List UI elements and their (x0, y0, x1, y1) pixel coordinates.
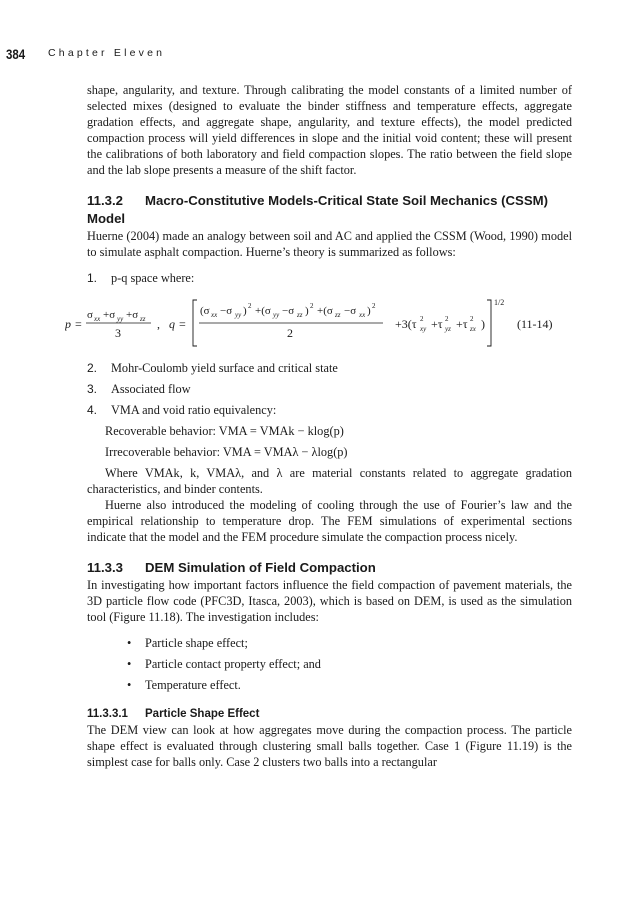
svg-text:σ: σ (87, 309, 93, 321)
section-title: Particle Shape Effect (145, 708, 260, 720)
svg-text:+σ: +σ (103, 309, 116, 321)
section-heading-11-3-2 (87, 192, 572, 228)
svg-text:yy: yy (235, 311, 242, 319)
svg-text:,: , (157, 317, 160, 331)
paragraph-dem-intro: In investigating how important factors influence the field compaction of pavement materials, the 3D particle flow code (PFC3D, Itasca, 2003), which is based on DEM, is used as the simulation tool (Figure 11.18). The investigation includes: (87, 578, 572, 624)
svg-text:+τ: +τ (431, 317, 443, 331)
svg-text:xx: xx (94, 315, 101, 323)
svg-text:−σ: −σ (220, 305, 233, 317)
svg-text:2: 2 (445, 315, 449, 323)
svg-text:3: 3 (115, 326, 121, 340)
section-title: Macro-Constitutive Models-Critical State Soil Mechanics (CSSM) Model (87, 193, 549, 226)
svg-text:−σ: −σ (282, 305, 295, 317)
list-item (87, 358, 572, 379)
list-item (87, 379, 572, 400)
paragraph-huerne-intro: Huerne (2004) made an analogy between soil and AC and applied the CSSM (Wood, 1990) model to simulate asphalt compaction. Huerne’s theory is summarized as follows: (87, 229, 572, 259)
list-item (87, 270, 572, 286)
list-item: • Temperature effect. (127, 675, 572, 696)
running-header (6, 46, 606, 64)
list-text: Mohr-Coulomb yield surface and critical state (111, 361, 338, 375)
svg-text:yz: yz (445, 325, 451, 333)
svg-text:+(σ: +(σ (317, 305, 333, 317)
page-number: 384 (6, 47, 26, 62)
svg-text:2: 2 (287, 326, 293, 340)
list-text: p-q space where: (111, 271, 195, 285)
paragraph-fourier: Huerne also introduced the modeling of cooling through the use of Fourier’s law and the empirical relationship to temperature drop. The FEM simulations of experimental sections indicate that the model and the FEM procedure simulate the compaction process nicely. (87, 498, 572, 544)
svg-text:xx: xx (211, 311, 218, 319)
svg-text:2: 2 (420, 315, 424, 323)
investigation-list (127, 633, 572, 696)
svg-text:): ) (367, 305, 371, 317)
svg-text:(σ: (σ (200, 305, 210, 317)
equation-11-14 (65, 296, 575, 350)
svg-text:2: 2 (248, 302, 252, 310)
section-number: 11.3.3.1 (87, 708, 128, 720)
svg-text:2: 2 (310, 302, 314, 310)
svg-text:+(σ: +(σ (255, 305, 271, 317)
list-number: 3. (87, 382, 98, 396)
section-number: 11.3.3 (87, 560, 123, 575)
chapter-title: Chapter Eleven (48, 47, 166, 59)
svg-text:zz: zz (297, 311, 303, 319)
svg-text:): ) (305, 305, 309, 317)
svg-text:xx: xx (359, 311, 366, 319)
cssm-list (87, 270, 572, 286)
list-item: • Particle contact property effect; and (127, 654, 572, 675)
list-text: VMA and void ratio equivalency: (111, 403, 277, 417)
svg-text:1/2: 1/2 (494, 298, 505, 307)
svg-text:+3(τ: +3(τ (395, 317, 417, 331)
svg-text:=: = (75, 317, 82, 331)
svg-text:q: q (169, 317, 175, 331)
list-text: Associated flow (111, 382, 191, 396)
equation-label: (11-14) (517, 317, 553, 331)
paragraph-shape-angularity: shape, angularity, and texture. Through calibrating the model constants of a limited number of selected mixes (designed to evaluate the binder stiffness and temperature effects, aggregate gradation effects, and aggregate shape, angularity, and texture effects), the model predicted compaction process will yield differences in slope and the initial void content; these will present the calibrations of both laboratory and field compaction slopes. The ratio between the field slope and the lab slope presents a measure of the shift factor. (87, 83, 572, 177)
svg-text:yy: yy (273, 311, 280, 319)
svg-text:zx: zx (470, 325, 476, 333)
list-item: • Particle shape effect; (127, 633, 572, 654)
svg-text:p: p (65, 317, 71, 331)
svg-text:+τ: +τ (456, 317, 468, 331)
section-number: 11.3.2 (87, 193, 123, 208)
list-number: 2. (87, 361, 98, 375)
svg-text:+σ: +σ (126, 309, 139, 321)
recoverable-behavior: Recoverable behavior: VMA = VMAk − klog(p) (105, 424, 344, 438)
section-heading-11-3-3 (87, 559, 572, 577)
svg-text:): ) (243, 305, 247, 317)
svg-text:yy: yy (117, 315, 124, 323)
paragraph-where: Where VMAk, k, VMAλ, and λ are material constants related to aggregate gradation characteristics, and binder contents. (87, 466, 572, 496)
list-item (87, 400, 572, 421)
list-number: 4. (87, 403, 98, 417)
section-title: DEM Simulation of Field Compaction (145, 560, 376, 575)
cssm-list-continued (87, 358, 572, 421)
irrecoverable-behavior: Irrecoverable behavior: VMA = VMAλ − λlog(p) (105, 445, 348, 459)
paragraph-particle-shape: The DEM view can look at how aggregates move during the compaction process. The particle shape effect is evaluated through clustering small balls together. Case 1 (Figure 11.19) is the simplest case for balls only. Case 2 clusters two balls into a rectangular (87, 723, 572, 769)
svg-text:xy: xy (420, 325, 427, 333)
section-heading-11-3-3-1 (87, 706, 572, 722)
equation-graphic (65, 296, 575, 350)
svg-text:−σ: −σ (344, 305, 357, 317)
svg-text:2: 2 (372, 302, 376, 310)
svg-text:zz: zz (140, 315, 146, 323)
svg-text:zz: zz (335, 311, 341, 319)
page-body (65, 82, 572, 770)
svg-text:): ) (481, 317, 485, 331)
svg-text:=: = (179, 317, 186, 331)
list-number: 1. (87, 271, 98, 285)
svg-text:2: 2 (470, 315, 474, 323)
